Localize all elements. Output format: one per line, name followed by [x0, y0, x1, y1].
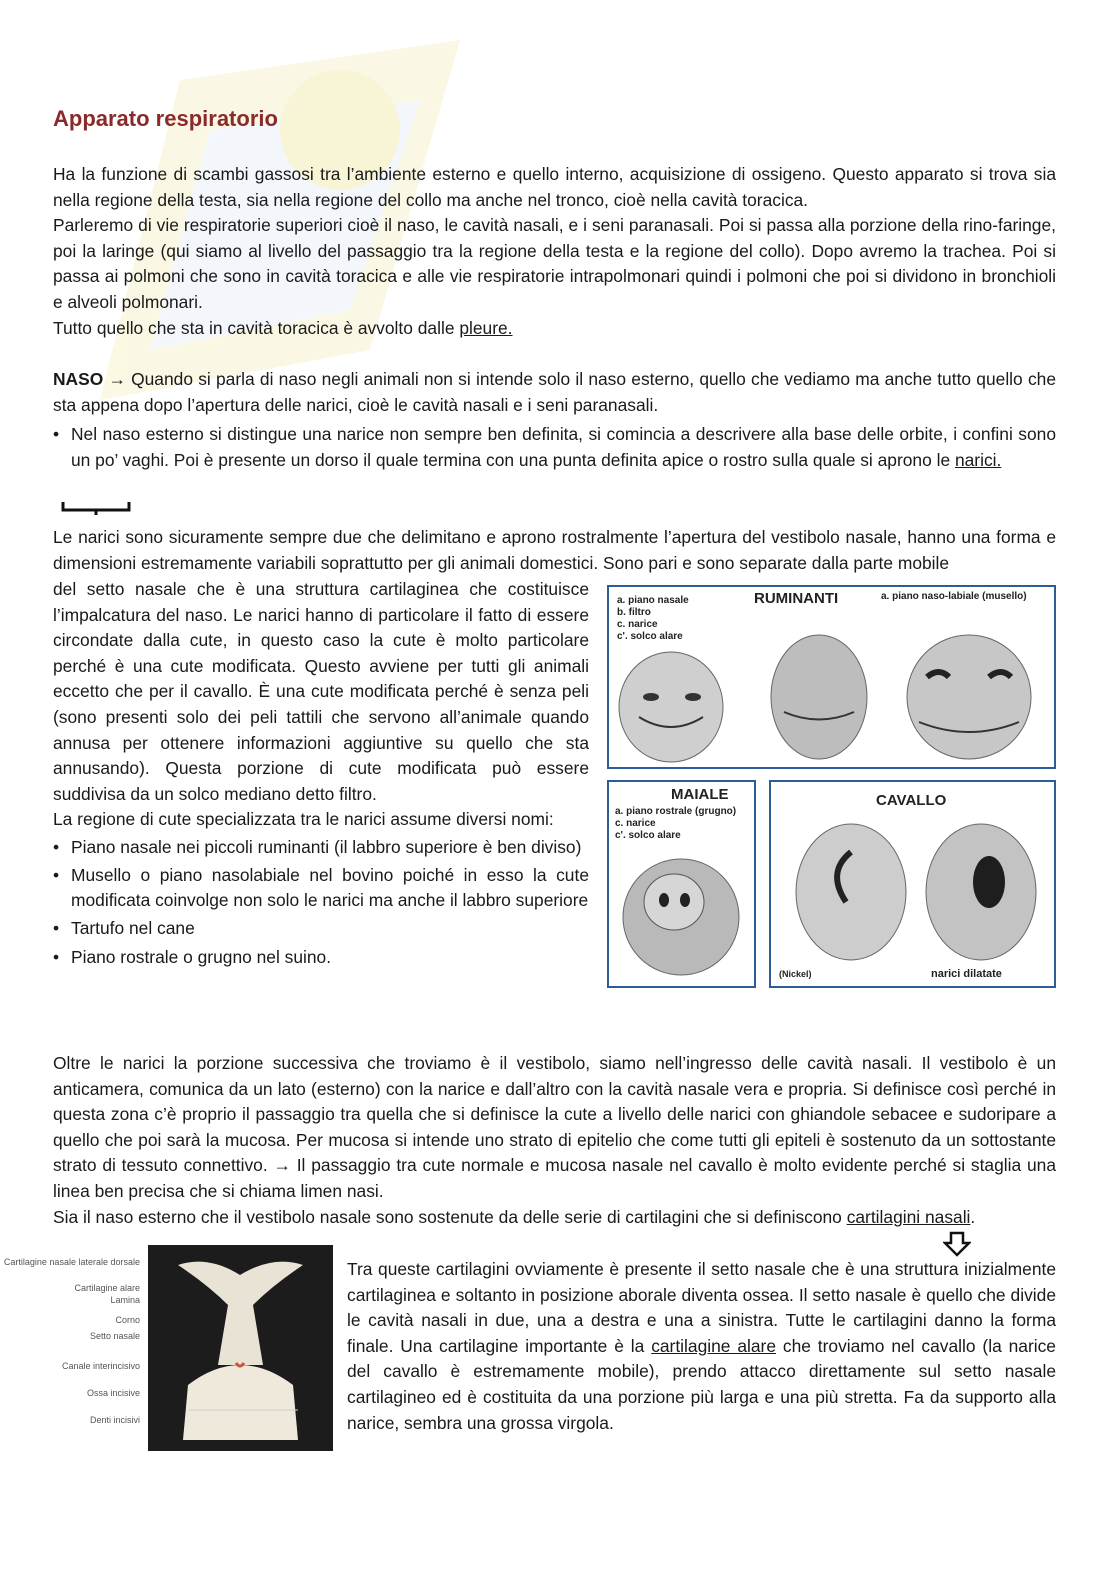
- vestibolo-paragraph-1: Oltre le narici la porzione successiva che troviamo è il vestibolo, siamo nell’ingresso delle cavità nasali. Il vestibolo è un anticamera, comunica da un lato (esterno) con la narice e dall’altro con la cavità nasale vera e propria. Si definisce così perché in questa zona c’è proprio il passaggio tra quella che si definisce la cute a livello delle narici con ghiandole sebacee e sudoripare a quello che poi sarà la mucosa. Per mucosa si intende uno strato di epitelio che come tutti gli epiteli è sostenuto da un sottostante strato di tessuto connettivo. → Il passaggio tra cute normale e mucosa nasale nel cavallo è molto evidente perché si staglia una linea ben precisa che si chiama limen nasi.: [53, 1053, 1056, 1201]
- arrow-icon: →: [108, 369, 126, 389]
- cartilage-illustration: [148, 1245, 333, 1451]
- label-nasale-dorsale: Cartilagine nasale laterale dorsale: [3, 1257, 140, 1267]
- label-corno: Corno: [115, 1315, 140, 1325]
- narici-dilatate-caption: narici dilatate: [931, 968, 1002, 980]
- cartilagine-alare-link: cartilagine alare: [651, 1335, 776, 1356]
- label-setto: Setto nasale: [89, 1331, 140, 1341]
- narici-link: narici.: [954, 449, 1002, 470]
- narici-intro: [53, 525, 1056, 576]
- pleure-link: pleure.: [459, 317, 513, 338]
- skin-name-4: • Piano rostrale o grugno nel suino.: [53, 945, 589, 971]
- narici-paragraph-2: del setto nasale che è una struttura cartilaginea che costituisce l’impalcatura del naso. Le narici hanno di particolare il fatto di essere circondate dalla cute, in questo caso la cute è molto particolare perché è una cute modificata. Questo avviene per tutti gli animali eccetto che per il cavallo. È una cute modificata perché è senza peli (sono presenti solo dei peli tattili che servono all’animale quando annusa per ottenere informazioni aggiuntive su quello che sta annusando). Questa porzione di cute modificata può essere suddivisa da un solco mediano detto filtro.: [53, 579, 589, 804]
- down-arrow-icon: [943, 1231, 971, 1257]
- cartilagini-paragraph: [347, 1257, 1056, 1436]
- label-ossa: Ossa incisive: [86, 1388, 140, 1398]
- nickel-credit: (Nickel): [779, 969, 812, 979]
- page-title: Apparato respiratorio: [53, 106, 278, 131]
- ruminanti-label: RUMINANTI: [754, 590, 839, 607]
- vestibolo-paragraph-2: Sia il naso esterno che il vestibolo nasale sono sostenute da delle serie di cartilagini che si definiscono cartilagini nasali.: [53, 1206, 976, 1227]
- figure-ruminanti: [607, 585, 1056, 769]
- cavallo-label: CAVALLO: [876, 792, 947, 809]
- label-canale: Canale interincisivo: [61, 1361, 140, 1371]
- naso-text: Quando si parla di naso negli animali non si intende solo il naso esterno, quello che vediamo ma anche tutto quello che sta appena dopo l’apertura delle narici, cioè le cavità nasali e i seni paranasali.: [53, 369, 1056, 415]
- intro-p3-text: Tutto quello che sta in cavità toracica è avvolto dalle: [53, 317, 460, 338]
- vestibolo-section: [53, 1051, 1056, 1230]
- naso-section: [53, 367, 1056, 473]
- naso-label: NASO: [53, 369, 104, 389]
- cartilagini-text-b: che troviamo nel cavallo (la narice del cavallo è estremamente mobile), prendo attacco direttamente sul setto nasale cartilagineo ed è costituita da una porzione più larga e una più stretta. Fa da supporto alla narice, sembra una grossa virgola.: [347, 1335, 1056, 1433]
- figure-cavallo: [769, 780, 1056, 988]
- vestibolo-p2-text: Sia il naso esterno che il vestibolo nasale sono sostenute da delle serie di cartilagini che si definiscono: [53, 1206, 847, 1227]
- bracket-icon: [61, 500, 131, 516]
- skin-name-2: • Musello o piano nasolabiale nel bovino poiché in esso la cute modificata coinvolge non solo le narici ma anche il labbro superiore: [53, 863, 589, 914]
- label-alare: Cartilagine alare: [74, 1283, 140, 1293]
- ruminanti-right-legend: a. piano naso-labiale (musello): [881, 591, 1027, 602]
- ruminant-noses-illustration: [609, 617, 1054, 765]
- naso-bullet: [53, 422, 1056, 473]
- cartilagini-section: [347, 1257, 1056, 1436]
- intro-paragraph-3: [53, 316, 1056, 342]
- skin-name-1: • Piano nasale nei piccoli ruminanti (il labbro superiore è ben diviso): [53, 835, 589, 861]
- skin-name-3: • Tartufo nel cane: [53, 916, 589, 942]
- cartilage-photo: [148, 1245, 333, 1451]
- horse-nostrils-illustration: [771, 812, 1054, 962]
- intro-paragraph-2: Parleremo di vie respiratorie superiori cioè il naso, le cavità nasali, e i seni paranasali. Poi si passa alla porzione della rino-faringe, poi la laringe (qui siamo al livello del passaggio tra la regione della testa e la regione del collo). Dopo avremo la trachea. Poi si passa ai polmoni che sono in cavità toracica e alle vie respiratorie intrapolmonari quindi i polmoni che poi si dividono in bronchioli e alveoli polmonari.: [53, 215, 1056, 312]
- cartilagini-text-a: Tra queste cartilagini ovviamente è presente il setto nasale che è una struttura inizialmente cartilaginea e soltanto in posizione aborale diventa ossea. Il setto nasale è quello che divide le cavità nasali in due, una a destra e una a sinistra. Tutte le cartilagini danno la forma finale. Una cartilagine importante è la: [347, 1259, 1056, 1356]
- narici-column: [53, 577, 589, 971]
- narici-paragraph-1: Le narici sono sicuramente sempre due che delimitano e aprono rostralmente l’apertura del vestibolo nasale, hanno una forma e dimensioni estremamente variabili soprattutto per gli animali domestici. Sono pari e sono separate dalla parte mobile: [53, 527, 1056, 573]
- naso-bullet-text: Nel naso esterno si distingue una narice non sempre ben definita, si comincia a descrivere alla base delle orbite, i confini sono un po’ vaghi. Poi è presente un dorso il quale termina con una punta definita apice o rostro sulla quale si aprono le: [71, 424, 1056, 470]
- narici-paragraph-3: La regione di cute specializzata tra le narici assume diversi nomi:: [53, 809, 554, 830]
- naso-paragraph: [53, 367, 1056, 418]
- label-lamina: Lamina: [110, 1295, 140, 1305]
- intro-paragraph-1: Ha la funzione di scambi gassosi tra l’ambiente esterno e quello interno, acquisizione di ossigeno. Questo apparato si trova sia nella regione della testa, sia nella regione del collo ma anche nel tronco, cioè nella cavità toracica.: [53, 164, 1056, 210]
- intro-section: [53, 162, 1056, 341]
- cartilagini-nasali-link: cartilagini nasali: [846, 1206, 971, 1227]
- pig-snout-illustration: [609, 842, 754, 984]
- ruminanti-legend: a. piano nasale b. filtro c. narice c'. solco alare: [617, 595, 689, 642]
- figure-maiale: [607, 780, 756, 988]
- maiale-label: MAIALE: [671, 786, 729, 803]
- maiale-legend: a. piano rostrale (grugno) c. narice c'. solco alare: [615, 806, 737, 841]
- label-denti: Denti incisivi: [89, 1415, 140, 1425]
